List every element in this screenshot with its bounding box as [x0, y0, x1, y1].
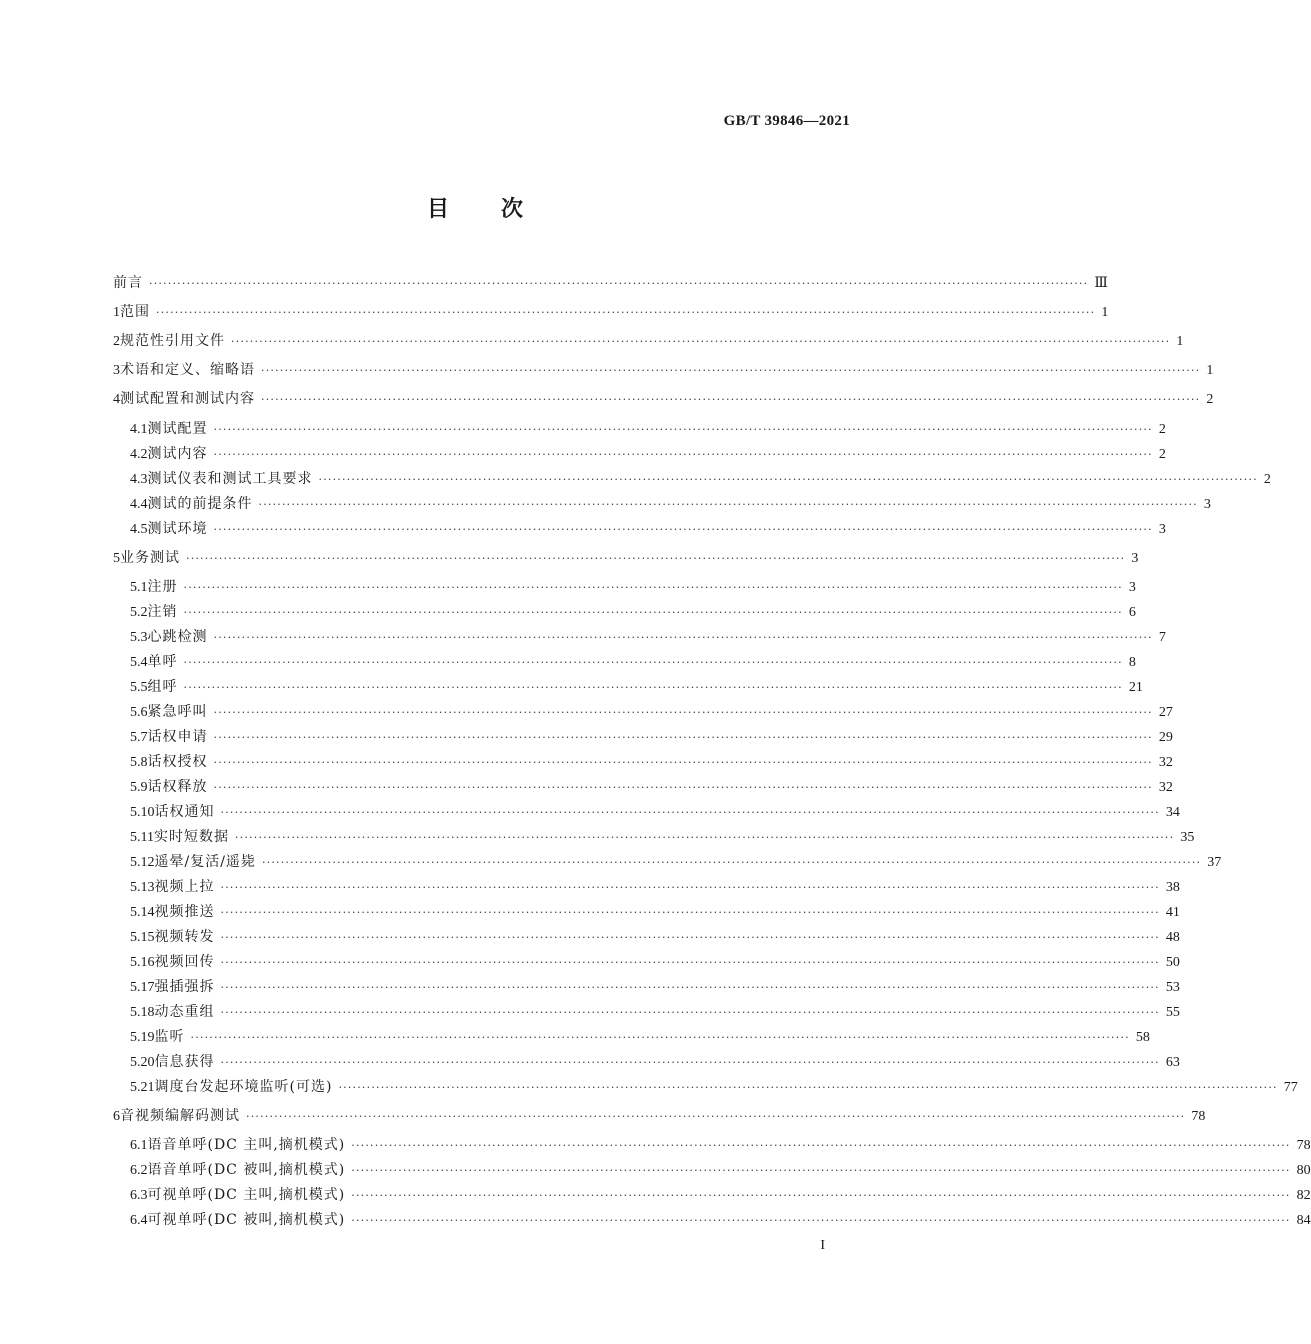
toc-entry[interactable] [113, 389, 1214, 409]
toc-entry-page: 3 [1203, 497, 1211, 512]
toc-entry-title: 紧急呼叫 [147, 704, 208, 720]
toc-entry-page: 35 [1180, 830, 1195, 845]
toc-entry-page: 55 [1165, 1005, 1180, 1020]
toc-entry[interactable] [130, 677, 1143, 697]
toc-entry-title: 语音单呼(DC 被叫,摘机模式) [147, 1162, 346, 1178]
toc-dot-leader: ········································································································································································································ [220, 981, 1160, 994]
toc-dot-leader: ········································································································································································································ [156, 306, 1096, 319]
toc-entry-page: 53 [1165, 980, 1180, 995]
toc-entry-page: 32 [1158, 780, 1173, 795]
toc-entry-title: 遥晕/复活/遥毙 [154, 854, 256, 870]
toc-entry-page: 3 [1128, 580, 1136, 595]
toc-dot-leader: ········································································································································································································ [351, 1139, 1291, 1152]
toc-entry-title: 视频推送 [154, 904, 215, 920]
toc-entry[interactable] [130, 652, 1136, 672]
toc-entry-title: 话权申请 [147, 729, 208, 745]
toc-entry-number: 5.19 [130, 1030, 155, 1045]
toc-entry-number: 5.18 [130, 1005, 155, 1020]
toc-entry[interactable] [130, 1185, 1311, 1205]
toc-entry-number: 5.10 [130, 805, 155, 820]
toc-entry[interactable] [130, 1160, 1311, 1180]
toc-entry-page: 78 [1191, 1109, 1206, 1124]
toc-entry-page: 21 [1128, 680, 1143, 695]
toc-entry-title: 音视频编解码测试 [120, 1108, 240, 1124]
toc-entry-page: 27 [1158, 705, 1173, 720]
toc-entry[interactable] [130, 952, 1180, 972]
toc-entry-number: 6.2 [130, 1163, 148, 1178]
toc-entry-page: 37 [1207, 855, 1222, 870]
toc-entry-number: 5.17 [130, 980, 155, 995]
toc-entry-number: 6.1 [130, 1138, 148, 1153]
toc-dot-leader: ········································································································································································································ [213, 756, 1153, 769]
standard-code: GB/T 39846—2021 [723, 113, 850, 129]
toc-entry-title: 心跳检测 [147, 629, 208, 645]
toc-entry-page: 32 [1158, 755, 1173, 770]
toc-entry-number: 5.13 [130, 880, 155, 895]
toc-entry-title: 测试配置和测试内容 [120, 391, 255, 407]
toc-entry-page: 48 [1165, 930, 1180, 945]
toc-dot-leader: ········································································································································································································ [213, 423, 1153, 436]
toc-entry[interactable] [130, 902, 1180, 922]
toc-entry-title: 监听 [154, 1029, 185, 1045]
toc-entry[interactable] [130, 444, 1166, 464]
toc-entry-title: 组呼 [147, 679, 178, 695]
toc-entry-title: 语音单呼(DC 主叫,摘机模式) [147, 1137, 346, 1153]
toc-dot-leader: ········································································································································································································ [234, 831, 1175, 844]
toc-entry-number: 5.9 [130, 780, 148, 795]
toc-entry-title: 规范性引用文件 [120, 333, 225, 349]
toc-entry-number: 5.4 [130, 655, 148, 670]
toc-entry-page: 84 [1296, 1213, 1311, 1228]
toc-entry-number: 2 [113, 334, 120, 349]
toc-dot-leader: ········································································································································································································ [220, 1006, 1160, 1019]
toc-entry-page: 77 [1283, 1080, 1298, 1095]
toc-entry[interactable] [130, 852, 1222, 872]
toc-dot-leader: ········································································································································································································ [231, 335, 1171, 348]
toc-dot-leader: ········································································································································································································ [220, 806, 1160, 819]
toc-entry-number: 6 [113, 1109, 120, 1124]
toc-dot-leader: ········································································································································································································ [261, 856, 1202, 869]
toc-entry-page: 34 [1165, 805, 1180, 820]
toc-entry-number: 5.20 [130, 1055, 155, 1070]
toc-entry-number: 5.1 [130, 580, 148, 595]
toc-entry-page: 3 [1158, 522, 1166, 537]
page-title-char-2: 次 [501, 197, 524, 222]
page-title [0, 192, 950, 223]
toc-entry-number: 3 [113, 363, 120, 378]
toc-dot-leader: ········································································································································································································ [186, 552, 1126, 565]
toc-entry[interactable] [113, 548, 1139, 568]
toc-entry-number: 5.21 [130, 1080, 155, 1095]
toc-entry-page: 41 [1165, 905, 1180, 920]
toc-dot-leader: ········································································································································································································ [351, 1189, 1291, 1202]
toc-entry[interactable] [130, 702, 1173, 722]
toc-entry-number: 4.4 [130, 497, 148, 512]
toc-entry-page: 1 [1176, 334, 1184, 349]
toc-entry-number: 4.5 [130, 522, 148, 537]
toc-dot-leader: ········································································································································································································ [190, 1031, 1130, 1044]
toc-entry-title: 前言 [113, 275, 143, 291]
toc-entry[interactable] [130, 419, 1166, 439]
toc-entry-title: 测试的前提条件 [147, 496, 253, 512]
toc-entry-number: 6.4 [130, 1213, 148, 1228]
toc-entry-title: 注册 [147, 579, 178, 595]
toc-entry-title: 单呼 [147, 654, 178, 670]
toc-entry-title: 视频转发 [154, 929, 215, 945]
toc-entry-number: 5.5 [130, 680, 148, 695]
toc-entry-page: 6 [1128, 605, 1136, 620]
toc-entry[interactable] [130, 469, 1271, 489]
toc-entry-page: 78 [1296, 1138, 1311, 1153]
toc-entry[interactable] [113, 273, 1108, 293]
toc-entry-title: 动态重组 [154, 1004, 215, 1020]
toc-entry-title: 话权通知 [154, 804, 215, 820]
toc-entry[interactable] [130, 577, 1136, 597]
toc-entry[interactable] [130, 977, 1180, 997]
toc-dot-leader: ········································································································································································································ [213, 731, 1153, 744]
toc-entry[interactable] [113, 360, 1214, 380]
toc-entry-number: 4 [113, 392, 120, 407]
toc-entry-number: 4.1 [130, 422, 148, 437]
toc-entry[interactable] [130, 777, 1173, 797]
toc-entry-title: 话权释放 [147, 779, 208, 795]
toc-entry-page: 1 [1206, 363, 1214, 378]
toc-dot-leader: ········································································································································································································ [220, 1056, 1160, 1069]
toc-dot-leader: ········································································································································································································ [261, 364, 1201, 377]
toc-entry-number: 5.12 [130, 855, 155, 870]
toc-entry[interactable] [130, 1002, 1180, 1022]
toc-entry-number: 5.6 [130, 705, 148, 720]
toc-entry-number: 6.3 [130, 1188, 148, 1203]
toc-entry-number: 5.8 [130, 755, 148, 770]
toc-entry-number: 5.15 [130, 930, 155, 945]
toc-entry[interactable] [130, 877, 1180, 897]
toc-entry[interactable] [130, 602, 1136, 622]
toc-dot-leader: ········································································································································································································ [183, 581, 1123, 594]
toc-entry[interactable] [130, 752, 1173, 772]
toc-entry-number: 5.2 [130, 605, 148, 620]
toc-entry[interactable] [130, 827, 1195, 847]
toc-entry-page: 63 [1165, 1055, 1180, 1070]
toc-dot-leader: ········································································································································································································ [318, 473, 1258, 486]
toc-entry-page: 1 [1101, 305, 1109, 320]
toc-entry-title: 注销 [147, 604, 178, 620]
toc-entry[interactable] [130, 1135, 1311, 1155]
toc-entry-title: 术语和定义、缩略语 [120, 362, 255, 378]
toc-entry-page: 7 [1158, 630, 1166, 645]
toc-entry[interactable] [130, 519, 1166, 539]
toc-entry-page: 82 [1296, 1188, 1311, 1203]
toc-entry[interactable] [130, 727, 1173, 747]
toc-entry-number: 5.11 [130, 830, 154, 845]
toc-dot-leader: ········································································································································································································ [213, 781, 1153, 794]
toc-entry[interactable] [130, 1077, 1298, 1097]
toc-entry-page: 2 [1206, 392, 1214, 407]
toc-entry-number: 5.3 [130, 630, 148, 645]
toc-entry-title: 可视单呼(DC 主叫,摘机模式) [147, 1187, 346, 1203]
toc-dot-leader: ········································································································································································································ [338, 1081, 1278, 1094]
toc-entry[interactable] [130, 927, 1180, 947]
toc-entry[interactable] [113, 331, 1184, 351]
toc-entry-page: Ⅲ [1094, 276, 1108, 291]
toc-entry-page: 58 [1135, 1030, 1150, 1045]
toc-entry-title: 可视单呼(DC 被叫,摘机模式) [147, 1212, 346, 1228]
toc-entry-title: 调度台发起环境监听(可选) [154, 1079, 333, 1095]
toc-entry-title: 强插强拆 [154, 979, 215, 995]
toc-entry-number: 5.14 [130, 905, 155, 920]
toc-dot-leader: ········································································································································································································ [183, 606, 1123, 619]
toc-dot-leader: ········································································································································································································ [258, 498, 1198, 511]
toc-entry[interactable] [130, 802, 1180, 822]
toc-entry-title: 测试内容 [147, 446, 208, 462]
toc-entry-page: 29 [1158, 730, 1173, 745]
toc-entry-title: 话权授权 [147, 754, 208, 770]
page-title-char-1: 目 [426, 197, 449, 222]
toc-entry-title: 视频上拉 [154, 879, 215, 895]
toc-entry-page: 2 [1263, 472, 1271, 487]
toc-dot-leader: ········································································································································································································ [351, 1164, 1291, 1177]
toc-entry[interactable] [113, 1106, 1206, 1126]
toc-dot-leader: ········································································································································································································ [220, 881, 1160, 894]
toc-entry-page: 2 [1158, 422, 1166, 437]
toc-entry-title: 信息获得 [154, 1054, 215, 1070]
toc-dot-leader: ········································································································································································································ [213, 523, 1153, 536]
toc-entry-page: 38 [1165, 880, 1180, 895]
toc-entry-number: 5.7 [130, 730, 148, 745]
toc-entry[interactable] [130, 1052, 1180, 1072]
toc-entry[interactable] [130, 1210, 1311, 1230]
toc-entry-title: 实时短数据 [153, 829, 229, 845]
toc-entry-title: 视频回传 [154, 954, 215, 970]
toc-entry-number: 4.2 [130, 447, 148, 462]
toc-entry-title: 测试环境 [147, 521, 208, 537]
toc-entry-number: 5 [113, 551, 120, 566]
page-number: I [820, 1238, 825, 1253]
toc-entry-page: 3 [1131, 551, 1139, 566]
toc-dot-leader: ········································································································································································································ [213, 448, 1153, 461]
toc-dot-leader: ········································································································································································································ [183, 681, 1123, 694]
toc-entry-page: 50 [1165, 955, 1180, 970]
toc-dot-leader: ········································································································································································································ [246, 1110, 1186, 1123]
toc-entry[interactable] [113, 302, 1109, 322]
toc-dot-leader: ········································································································································································································ [213, 706, 1153, 719]
toc-dot-leader: ········································································································································································································ [149, 277, 1089, 290]
toc-entry-page: 2 [1158, 447, 1166, 462]
toc-dot-leader: ········································································································································································································ [261, 393, 1201, 406]
toc-entry-title: 业务测试 [120, 550, 180, 566]
toc-entry-title: 测试仪表和测试工具要求 [147, 471, 313, 487]
toc-dot-leader: ········································································································································································································ [220, 906, 1160, 919]
toc-entry-number: 1 [113, 305, 120, 320]
toc-entry[interactable] [130, 627, 1166, 647]
toc-entry-title: 测试配置 [147, 421, 208, 437]
toc-entry[interactable] [130, 494, 1211, 514]
toc-entry-number: 4.3 [130, 472, 148, 487]
toc-entry[interactable] [130, 1027, 1150, 1047]
toc-dot-leader: ········································································································································································································ [183, 656, 1123, 669]
toc-entry-page: 8 [1128, 655, 1136, 670]
toc-dot-leader: ········································································································································································································ [213, 631, 1153, 644]
toc-dot-leader: ········································································································································································································ [220, 956, 1160, 969]
toc-entry-title: 范围 [120, 304, 150, 320]
toc-dot-leader: ········································································································································································································ [220, 931, 1160, 944]
toc-entry-page: 80 [1296, 1163, 1311, 1178]
toc-dot-leader: ········································································································································································································ [351, 1214, 1291, 1227]
toc-entry-number: 5.16 [130, 955, 155, 970]
